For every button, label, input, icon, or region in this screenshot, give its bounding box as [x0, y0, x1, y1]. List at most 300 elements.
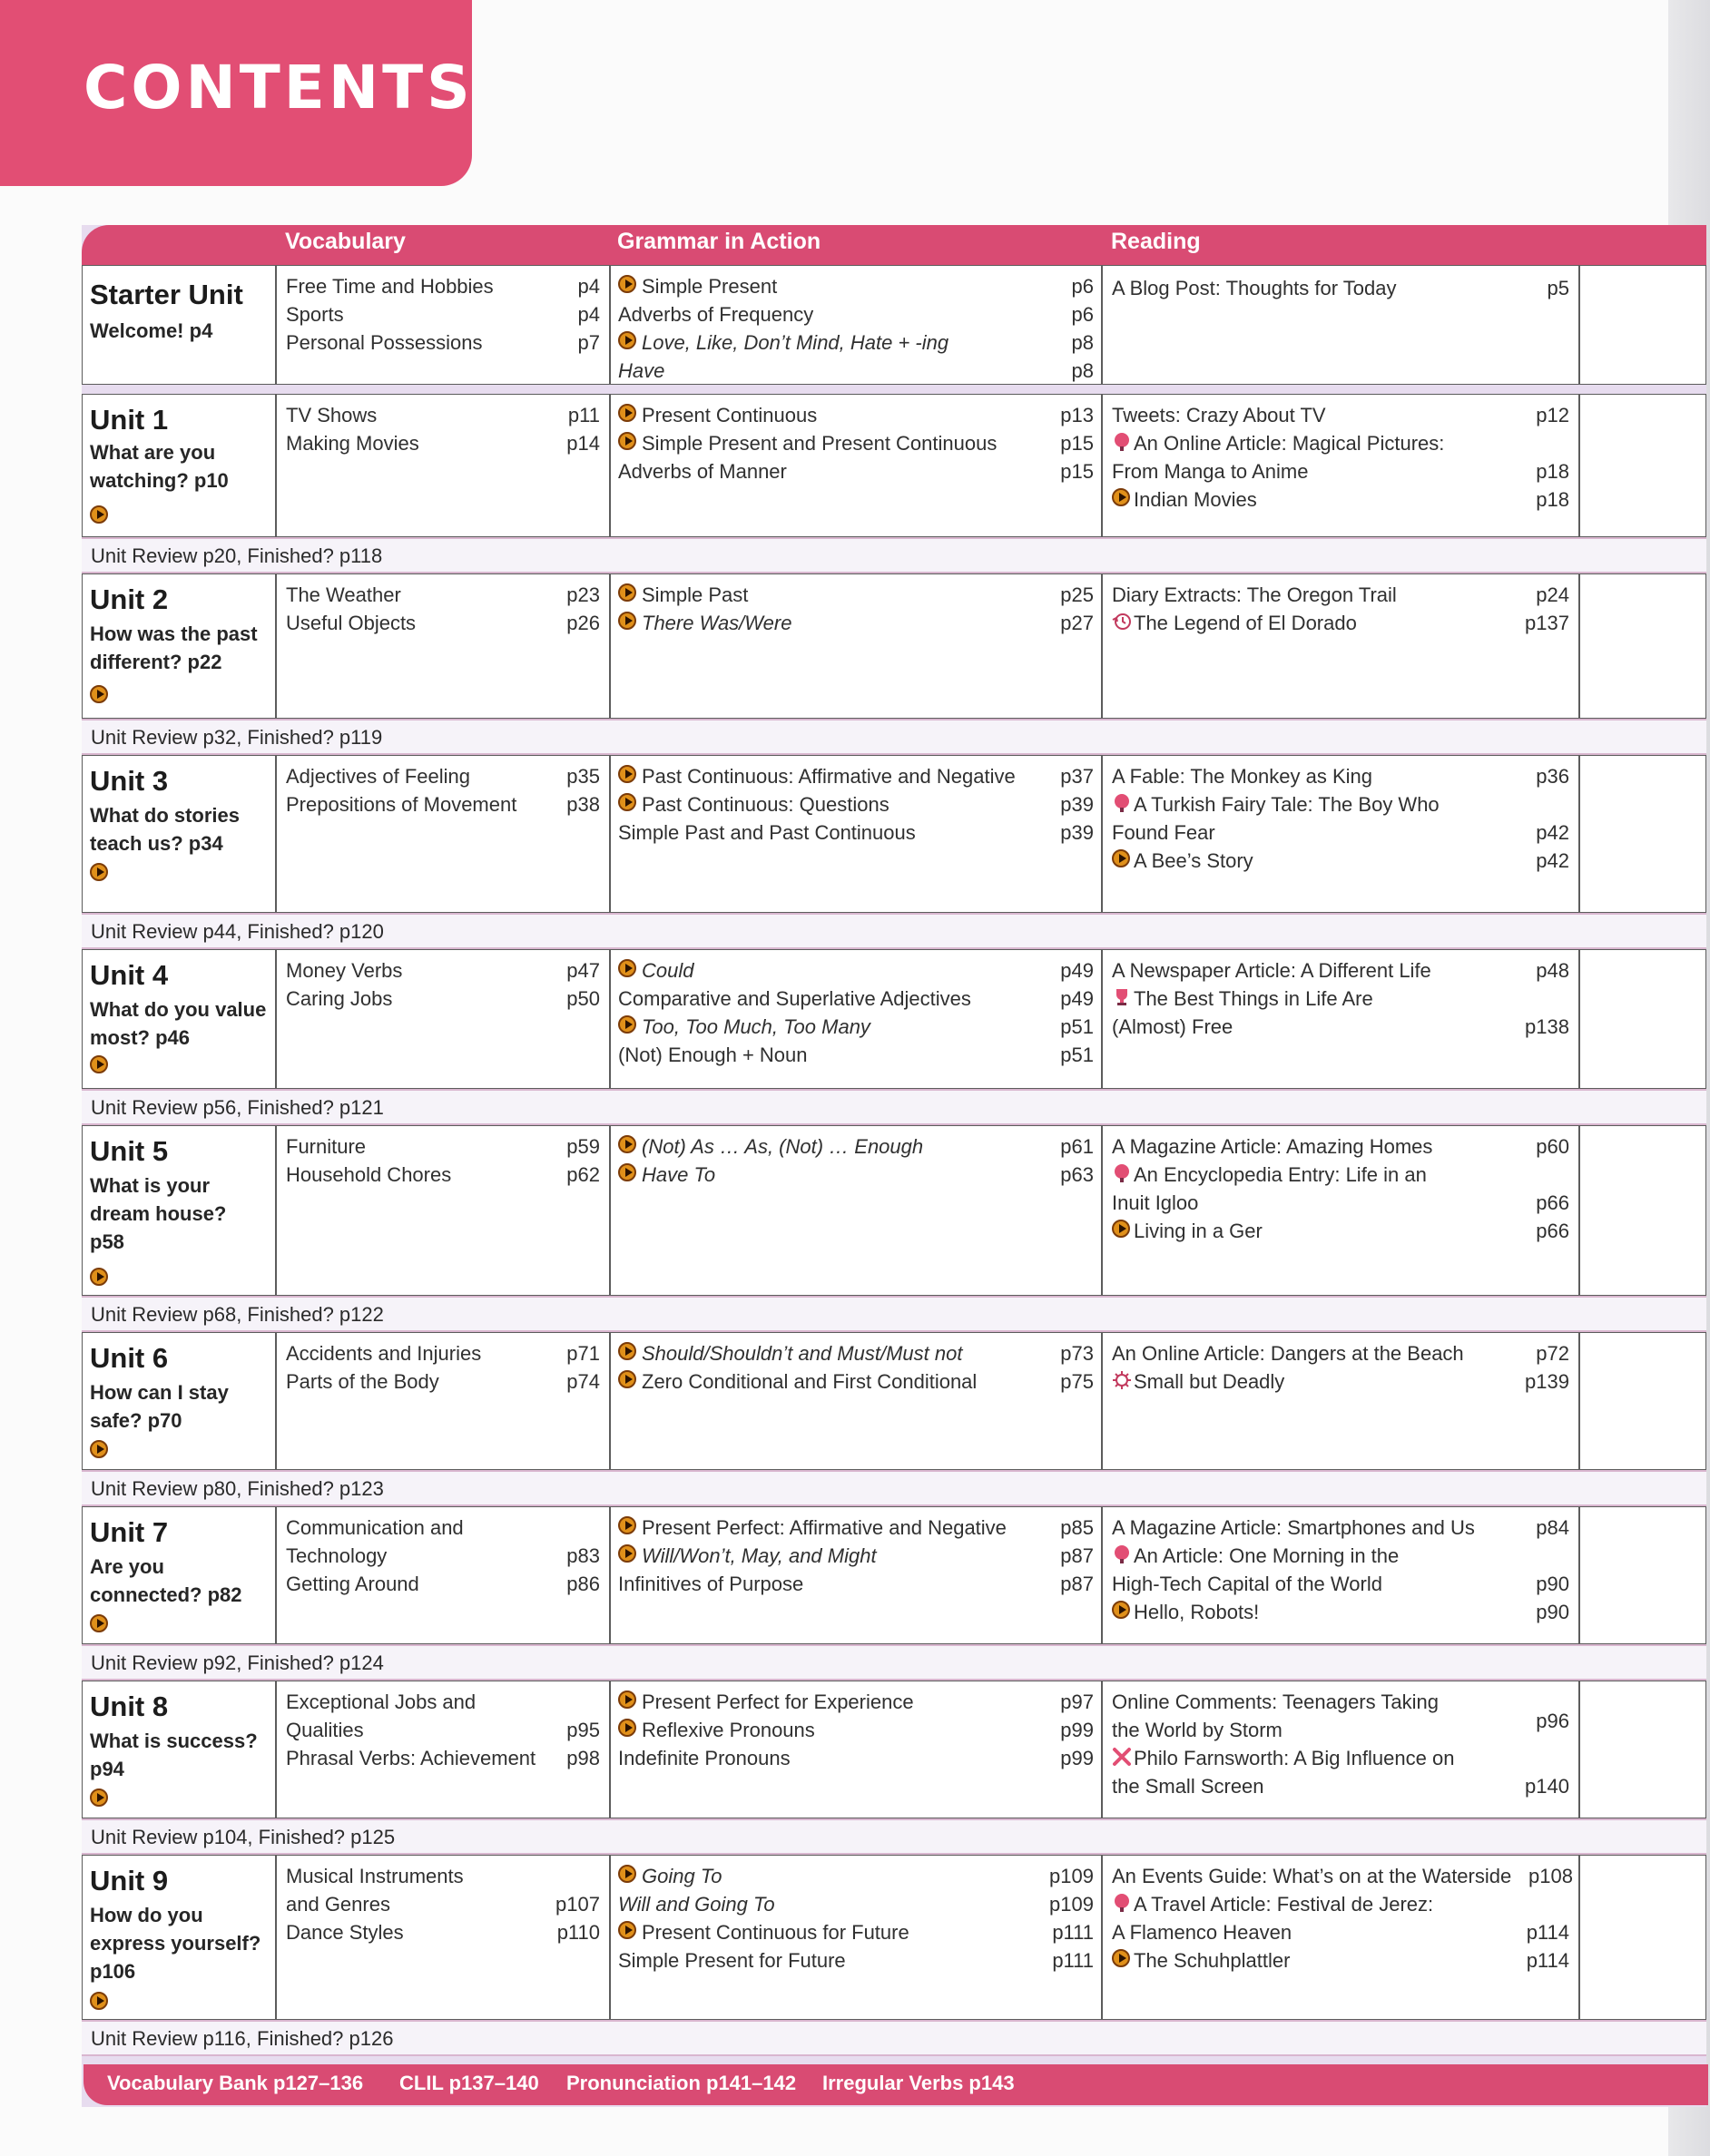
blank-cell [1579, 1125, 1706, 1296]
reading-item: Diary Extracts: The Oregon Trail [1112, 583, 1397, 606]
vocab-item: Communication and [286, 1516, 464, 1539]
grammar-item: Simple Present [642, 275, 778, 298]
play-icon [1112, 1949, 1130, 1967]
page-ref: p87 [1060, 1573, 1094, 1595]
unit-cell [82, 265, 276, 385]
footer-irregular-verbs: Irregular Verbs p143 [822, 2072, 1015, 2094]
unit-subtitle: How was the past different? p22 [90, 622, 258, 673]
reading-item: Small but Deadly [1134, 1370, 1285, 1393]
grammar-item: Zero Conditional and First Conditional [642, 1370, 978, 1393]
grammar-item: Going To [642, 1865, 722, 1887]
page-ref: p13 [1060, 404, 1094, 426]
unit-title: Unit 7 [90, 1516, 169, 1548]
globe-icon [1112, 1893, 1132, 1913]
unit-title: Unit 1 [90, 404, 169, 436]
unit-subtitle: What is success? p94 [90, 1730, 258, 1780]
grammar-item: There Was/Were [642, 612, 792, 634]
page-ref: p60 [1536, 1135, 1569, 1158]
grammar-item: Too, Too Much, Too Many [642, 1015, 870, 1038]
page-ref: p63 [1060, 1163, 1094, 1186]
grammar-item: Have To [642, 1163, 716, 1186]
play-icon [90, 505, 108, 524]
unit-subtitle: How do you express yourself? p106 [90, 1904, 261, 1983]
grammar-item: Simple Present for Future [618, 1949, 846, 1972]
grammar-item: Reflexive Pronouns [642, 1719, 815, 1741]
unit-title: Unit 4 [90, 959, 169, 991]
footer-vocabulary-bank: Vocabulary Bank p127–136 [107, 2072, 364, 2094]
page-ref: p87 [1060, 1544, 1094, 1567]
reading-item: A Magazine Article: Amazing Homes [1112, 1135, 1433, 1158]
page-ref: p107 [555, 1893, 600, 1916]
blank-cell [1579, 573, 1706, 719]
unit-cell [82, 1681, 276, 1818]
page-ref: p11 [567, 404, 600, 426]
vocab-item: Musical Instruments [286, 1865, 464, 1887]
grammar-cell [610, 265, 1102, 385]
grammar-item: Simple Present and Present Continuous [642, 432, 998, 455]
play-icon [1112, 1601, 1130, 1619]
globe-icon [1112, 432, 1132, 452]
page-ref: p37 [1060, 765, 1094, 788]
page-ref: p139 [1525, 1370, 1569, 1393]
page-ref: p49 [1060, 959, 1094, 982]
grammar-item: (Not) Enough + Noun [618, 1044, 808, 1066]
vocab-item: Dance Styles [286, 1921, 404, 1944]
page-ref: p75 [1060, 1370, 1094, 1393]
vocabulary-cell [276, 265, 610, 385]
page-ref: p98 [566, 1747, 600, 1769]
play-icon [618, 583, 636, 602]
page-ref: p15 [1060, 432, 1094, 455]
reading-item: A Turkish Fairy Tale: The Boy Who [1134, 793, 1440, 816]
unit-review-text: Unit Review p68, Finished? p122 [91, 1303, 384, 1326]
play-icon [1112, 849, 1130, 867]
reading-cell [1102, 1332, 1579, 1470]
reading-cell [1102, 265, 1579, 385]
page-ref: p90 [1536, 1601, 1569, 1623]
footer-clil: CLIL p137–140 [399, 2072, 539, 2094]
vocabulary-cell [276, 755, 610, 913]
page-ref: p8 [1071, 359, 1094, 382]
page-ref: p8 [1071, 331, 1094, 354]
blank-cell [1579, 949, 1706, 1089]
play-icon [618, 1921, 636, 1939]
unit-subtitle: Welcome! p4 [90, 319, 213, 342]
reading-item: Living in a Ger [1134, 1220, 1263, 1242]
reading-item: A Newspaper Article: A Different Life [1112, 959, 1431, 982]
page-ref: p90 [1536, 1573, 1569, 1595]
play-icon [90, 1614, 108, 1632]
grammar-item: Adverbs of Frequency [618, 303, 814, 326]
grammar-item: Simple Past [642, 583, 749, 606]
unit-review-band [82, 2020, 1706, 2056]
page-ref: p23 [566, 583, 600, 606]
vocab-item: Personal Possessions [286, 331, 483, 354]
unit-title: Unit 5 [90, 1135, 169, 1167]
vocab-item: Phrasal Verbs: Achievement [286, 1747, 536, 1769]
grammar-item: Comparative and Superlative Adjectives [618, 987, 971, 1010]
vocab-item: Furniture [286, 1135, 367, 1158]
vocabulary-cell [276, 1855, 610, 2020]
unit-review-text: Unit Review p20, Finished? p118 [91, 544, 383, 567]
page-ref: p109 [1049, 1865, 1094, 1887]
blank-cell [1579, 265, 1706, 385]
grammar-item: Past Continuous: Questions [642, 793, 889, 816]
play-icon [1112, 1220, 1130, 1238]
reading-item: the World by Storm [1112, 1719, 1282, 1741]
page-ref: p4 [577, 275, 600, 298]
vocab-item: The Weather [286, 583, 401, 606]
vocab-item: Parts of the Body [286, 1370, 439, 1393]
page-ref: p108 [1528, 1865, 1573, 1887]
page-ref: p99 [1060, 1719, 1094, 1741]
history-icon [1112, 612, 1132, 632]
unit-review-band [82, 1818, 1706, 1855]
reading-item: The Best Things in Life Are [1134, 987, 1373, 1010]
reading-item: An Online Article: Magical Pictures: [1134, 432, 1445, 455]
vocab-item: Exceptional Jobs and [286, 1690, 477, 1713]
unit-review-band [82, 1296, 1706, 1332]
page-ref: p111 [1052, 1949, 1094, 1972]
unit-title: Unit 9 [90, 1865, 169, 1896]
grammar-cell [610, 573, 1102, 719]
reading-cell [1102, 1855, 1579, 2020]
play-icon [618, 331, 636, 349]
vocab-item: Sports [286, 303, 344, 326]
play-icon [618, 612, 636, 630]
unit-review-text: Unit Review p104, Finished? p125 [91, 1826, 396, 1848]
footer-bar [84, 2064, 1708, 2105]
reading-item: Indian Movies [1134, 488, 1257, 511]
reading-item: Online Comments: Teenagers Taking [1112, 1690, 1439, 1713]
grammar-cell [610, 949, 1102, 1089]
blank-cell [1579, 1332, 1706, 1470]
vocabulary-cell [276, 1125, 610, 1296]
vocabulary-cell [276, 1681, 610, 1818]
reading-cell [1102, 1506, 1579, 1644]
play-icon [618, 1135, 636, 1153]
unit-subtitle: How can I stay safe? p70 [90, 1381, 229, 1432]
vocabulary-cell [276, 949, 610, 1089]
unit-subtitle: Are you connected? p82 [90, 1555, 242, 1606]
grammar-item: Infinitives of Purpose [618, 1573, 804, 1595]
reading-cell [1102, 755, 1579, 913]
unit-subtitle: What do you value most? p46 [90, 998, 267, 1049]
page-ref: p38 [566, 793, 600, 816]
page-ref: p109 [1049, 1893, 1094, 1916]
play-icon [618, 1544, 636, 1563]
play-icon [618, 1690, 636, 1709]
page-ref: p85 [1060, 1516, 1094, 1539]
page-ref: p51 [1060, 1015, 1094, 1038]
page-ref: p99 [1060, 1747, 1094, 1769]
reading-item: A Bee’s Story [1134, 849, 1253, 872]
reading-item: the Small Screen [1112, 1775, 1264, 1798]
reading-item: A Travel Article: Festival de Jerez: [1134, 1893, 1434, 1916]
page-ref: p110 [556, 1921, 600, 1944]
page-ref: p97 [1060, 1690, 1094, 1713]
trophy-icon [1112, 987, 1132, 1007]
vocab-item: Money Verbs [286, 959, 403, 982]
play-icon [90, 685, 108, 703]
grammar-cell [610, 394, 1102, 537]
grammar-item: Present Perfect for Experience [642, 1690, 914, 1713]
page-ref: p18 [1536, 460, 1569, 483]
play-icon [618, 959, 636, 977]
page-ref: p95 [566, 1719, 600, 1741]
tools-icon [1112, 1747, 1132, 1767]
globe-icon [1112, 1544, 1132, 1564]
page-ref: p137 [1525, 612, 1569, 634]
grammar-item: Present Continuous for Future [642, 1921, 909, 1944]
page-ref: p6 [1071, 303, 1094, 326]
page-ref: p7 [577, 331, 600, 354]
page-ref: p140 [1525, 1775, 1569, 1798]
page-ref: p15 [1060, 460, 1094, 483]
page-ref: p49 [1060, 987, 1094, 1010]
virus-icon [1112, 1370, 1132, 1390]
unit-subtitle: What do stories teach us? p34 [90, 804, 241, 855]
grammar-item: Have [618, 359, 665, 382]
unit-review-band [82, 719, 1706, 755]
grammar-cell [610, 1506, 1102, 1644]
page-ref: p4 [577, 303, 600, 326]
unit-cell [82, 949, 276, 1089]
unit-review-text: Unit Review p44, Finished? p120 [91, 920, 384, 943]
unit-title: Unit 8 [90, 1690, 169, 1722]
play-icon [618, 1370, 636, 1388]
page-ref: p74 [566, 1370, 600, 1393]
header-grammar: Grammar in Action [617, 229, 821, 254]
reading-item: Tweets: Crazy About TV [1112, 404, 1326, 426]
blank-cell [1579, 1506, 1706, 1644]
reading-item: Hello, Robots! [1134, 1601, 1260, 1623]
vocabulary-cell [276, 1506, 610, 1644]
grammar-item: Present Perfect: Affirmative and Negative [642, 1516, 1007, 1539]
reading-item: Philo Farnsworth: A Big Influence on [1134, 1747, 1455, 1769]
page-ref: p66 [1536, 1191, 1569, 1214]
vocab-item: Making Movies [286, 432, 419, 455]
page-ref: p36 [1536, 765, 1569, 788]
page-ref: p111 [1052, 1921, 1094, 1944]
grammar-cell [610, 1855, 1102, 2020]
unit-review-text: Unit Review p32, Finished? p119 [91, 726, 383, 749]
grammar-item: Adverbs of Manner [618, 460, 787, 483]
unit-title: Unit 6 [90, 1342, 169, 1374]
reading-item: High-Tech Capital of the World [1112, 1573, 1382, 1595]
vocab-item: Free Time and Hobbies [286, 275, 494, 298]
reading-item: Found Fear [1112, 821, 1215, 844]
unit-review-band [82, 1470, 1706, 1506]
page-ref: p47 [566, 959, 600, 982]
grammar-cell [610, 1681, 1102, 1818]
reading-item: A Flamenco Heaven [1112, 1921, 1292, 1944]
vocabulary-cell [276, 394, 610, 537]
vocab-item: TV Shows [286, 404, 378, 426]
page-ref: p5 [1547, 277, 1569, 299]
unit-subtitle: What is your dream house? p58 [90, 1174, 227, 1253]
page-ref: p96 [1536, 1710, 1569, 1732]
unit-cell [82, 1506, 276, 1644]
unit-title: Starter Unit [90, 279, 243, 310]
unit-cell [82, 394, 276, 537]
vocab-item: Adjectives of Feeling [286, 765, 470, 788]
header-reading: Reading [1111, 229, 1201, 254]
page-ref: p12 [1536, 404, 1569, 426]
play-icon [90, 1788, 108, 1807]
unit-cell [82, 1125, 276, 1296]
play-icon [618, 1516, 636, 1534]
play-icon [90, 1268, 108, 1286]
contents-tab [0, 0, 472, 186]
table-header [82, 225, 1706, 265]
blank-cell [1579, 755, 1706, 913]
play-icon [618, 275, 636, 293]
play-icon [618, 1342, 636, 1360]
page-title: CONTENTS [84, 53, 474, 122]
grammar-item: Could [642, 959, 694, 982]
vocab-item: Useful Objects [286, 612, 417, 634]
blank-cell [1579, 1681, 1706, 1818]
play-icon [618, 1865, 636, 1883]
vocabulary-cell [276, 1332, 610, 1470]
page-ref: p61 [1060, 1135, 1094, 1158]
unit-subtitle: What are you watching? p10 [90, 441, 229, 492]
play-icon [618, 1719, 636, 1737]
page-ref: p83 [566, 1544, 600, 1567]
vocab-item: Accidents and Injuries [286, 1342, 482, 1365]
unit-review-text: Unit Review p116, Finished? p126 [91, 2027, 394, 2050]
page-ref: p18 [1536, 488, 1569, 511]
play-icon [618, 432, 636, 450]
page-ref: p25 [1060, 583, 1094, 606]
globe-icon [1112, 793, 1132, 813]
contents-table [82, 225, 1706, 2107]
unit-title: Unit 3 [90, 765, 169, 797]
play-icon [618, 765, 636, 783]
grammar-cell [610, 755, 1102, 913]
vocab-item: and Genres [286, 1893, 390, 1916]
page-ref: p39 [1060, 793, 1094, 816]
reading-item: A Fable: The Monkey as King [1112, 765, 1372, 788]
globe-icon [1112, 1163, 1132, 1183]
unit-review-band [82, 537, 1706, 573]
unit-review-text: Unit Review p92, Finished? p124 [91, 1651, 384, 1674]
page-ref: p24 [1536, 583, 1569, 606]
vocab-item: Household Chores [286, 1163, 452, 1186]
page-ref: p39 [1060, 821, 1094, 844]
play-icon [90, 1992, 108, 2010]
vocabulary-cell [276, 573, 610, 719]
unit-review-text: Unit Review p80, Finished? p123 [91, 1477, 384, 1500]
play-icon [618, 404, 636, 422]
grammar-item: Should/Shouldn’t and Must/Must not [642, 1342, 963, 1365]
vocab-item: Qualities [286, 1719, 364, 1741]
blank-cell [1579, 1855, 1706, 2020]
grammar-item: Simple Past and Past Continuous [618, 821, 916, 844]
unit-review-band [82, 1089, 1706, 1125]
play-icon [90, 1055, 108, 1073]
reading-cell [1102, 1125, 1579, 1296]
page-ref: p73 [1060, 1342, 1094, 1365]
vocab-item: Technology [286, 1544, 388, 1567]
header-vocabulary: Vocabulary [285, 229, 406, 254]
play-icon [618, 793, 636, 811]
play-icon [90, 1440, 108, 1458]
page-ref: p14 [566, 432, 600, 455]
page-ref: p42 [1536, 821, 1569, 844]
play-icon [618, 1015, 636, 1034]
grammar-item: Present Continuous [642, 404, 818, 426]
reading-item: (Almost) Free [1112, 1015, 1233, 1038]
unit-cell [82, 1855, 276, 2020]
unit-cell [82, 573, 276, 719]
unit-review-band [82, 1644, 1706, 1681]
unit-review-text: Unit Review p56, Finished? p121 [91, 1096, 384, 1119]
reading-item: An Article: One Morning in the [1134, 1544, 1400, 1567]
page-ref: p42 [1536, 849, 1569, 872]
page-ref: p86 [566, 1573, 600, 1595]
reading-cell [1102, 1681, 1579, 1818]
play-icon [618, 1163, 636, 1181]
unit-title: Unit 2 [90, 583, 169, 615]
page-ref: p66 [1536, 1220, 1569, 1242]
reading-item: A Blog Post: Thoughts for Today [1112, 277, 1397, 299]
reading-item: An Events Guide: What’s on at the Waterside [1112, 1865, 1512, 1887]
page-ref: p50 [566, 987, 600, 1010]
reading-item: The Schuhplattler [1134, 1949, 1291, 1972]
play-icon [90, 863, 108, 881]
vocab-item: Prepositions of Movement [286, 793, 517, 816]
reading-item: The Legend of El Dorado [1134, 612, 1357, 634]
play-icon [1112, 488, 1130, 506]
vocab-item: Caring Jobs [286, 987, 393, 1010]
grammar-cell [610, 1125, 1102, 1296]
page-ref: p62 [566, 1163, 600, 1186]
grammar-item: Past Continuous: Affirmative and Negative [642, 765, 1016, 788]
reading-cell [1102, 949, 1579, 1089]
page-ref: p51 [1060, 1044, 1094, 1066]
reading-cell [1102, 573, 1579, 719]
reading-item: A Magazine Article: Smartphones and Us [1112, 1516, 1475, 1539]
unit-cell [82, 1332, 276, 1470]
page-ref: p71 [566, 1342, 600, 1365]
footer-pronunciation: Pronunciation p141–142 [566, 2072, 797, 2094]
page-ref: p35 [566, 765, 600, 788]
blank-cell [1579, 394, 1706, 537]
page-ref: p27 [1060, 612, 1094, 634]
grammar-item: (Not) As … As, (Not) … Enough [642, 1135, 924, 1158]
grammar-item: Will/Won’t, May, and Might [642, 1544, 877, 1567]
unit-review-band [82, 913, 1706, 949]
unit-cell [82, 755, 276, 913]
reading-item: Inuit Igloo [1112, 1191, 1199, 1214]
reading-cell [1102, 394, 1579, 537]
vocab-item: Getting Around [286, 1573, 419, 1595]
page-ref: p26 [566, 612, 600, 634]
reading-item: An Online Article: Dangers at the Beach [1112, 1342, 1464, 1365]
page-ref: p48 [1536, 959, 1569, 982]
grammar-item: Love, Like, Don’t Mind, Hate + -ing [642, 331, 949, 354]
page-ref: p114 [1526, 1921, 1569, 1944]
page-ref: p114 [1526, 1949, 1569, 1972]
page-ref: p84 [1536, 1516, 1569, 1539]
grammar-item: Will and Going To [618, 1893, 775, 1916]
grammar-cell [610, 1332, 1102, 1470]
page-ref: p6 [1071, 275, 1094, 298]
page-ref: p72 [1536, 1342, 1569, 1365]
page-ref: p138 [1525, 1015, 1569, 1038]
